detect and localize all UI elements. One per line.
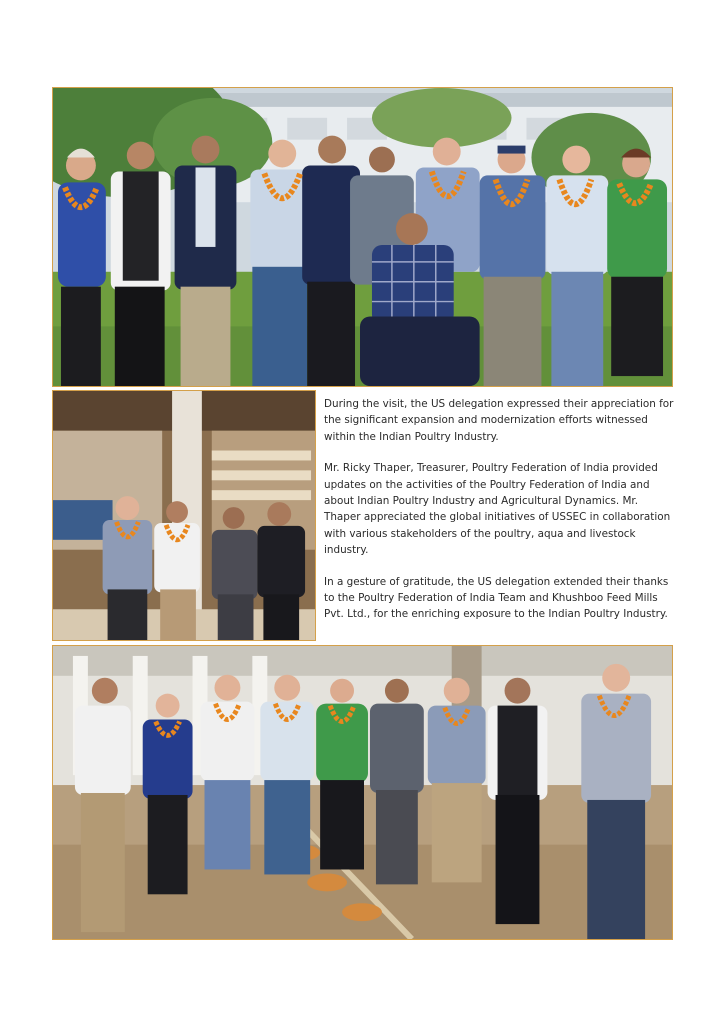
feed-mill-photo xyxy=(52,390,316,641)
article-text xyxy=(324,396,676,638)
poultry-shed-photo xyxy=(52,645,673,940)
paragraph-gratitude: In a gesture of gratitude, the US delegation extended their thanks to the Poultry Federation of India Team and Khushboo Feed Mills Pvt. Ltd., for the enriching exposure to the Indian Poultry Industry. xyxy=(324,575,669,621)
paragraph-ricky-thaper: Mr. Ricky Thaper, Treasurer, Poultry Federation of India provided updates on the activities of the Poultry Federation of India and about Indian Poultry Industry and Agricultural Dynamics. Mr. Thaper appreciated the global initiatives of USSEC in collaboration with various stakeholders of the poultry, aqua and livestock industry. xyxy=(324,462,671,557)
paragraph-appreciation: During the visit, the US delegation expressed their appreciation for the significant expansion and modernization efforts witnessed within the Indian Poultry Industry. xyxy=(324,398,674,443)
group-photo-lawn xyxy=(52,87,673,387)
